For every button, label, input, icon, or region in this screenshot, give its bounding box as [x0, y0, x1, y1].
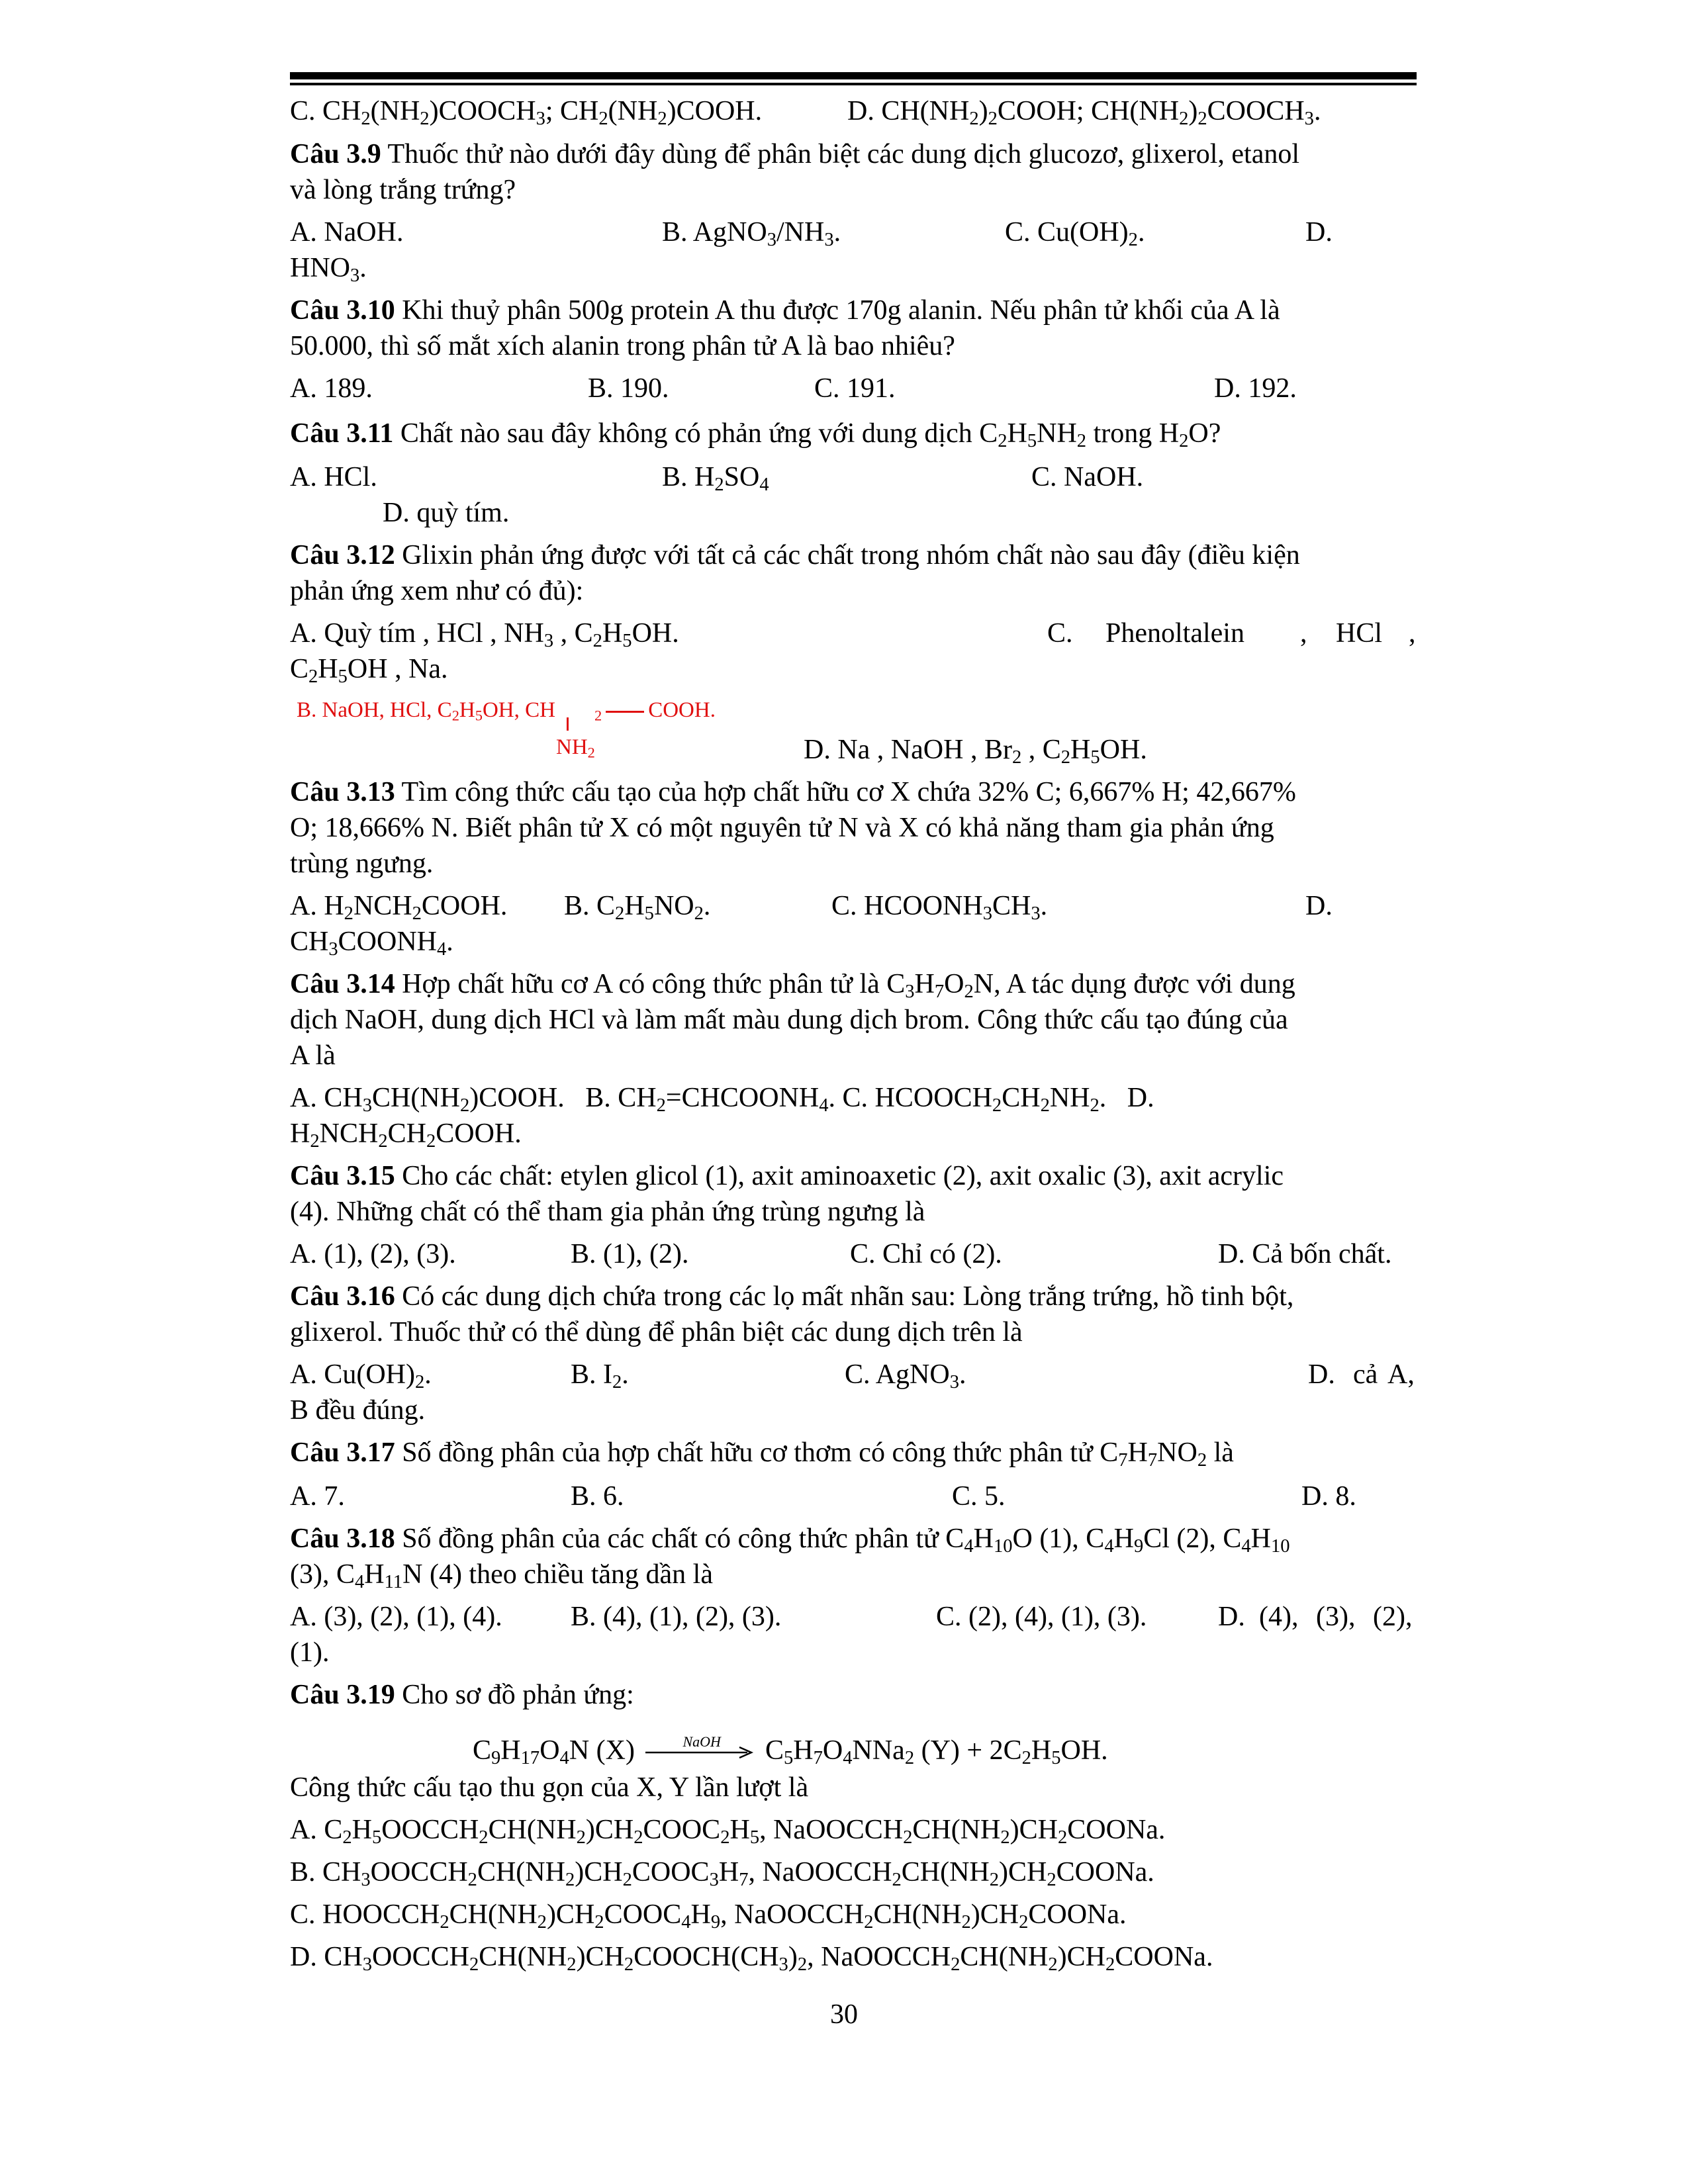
- q37-option-c: C. $CH_2(NH_2)COOCH_3$; $CH_2(NH_2)COOH$.: [290, 96, 763, 130]
- q318-option-d-w1: D.: [1218, 1602, 1245, 1632]
- q318-option-d-w3: (3),: [1316, 1602, 1356, 1632]
- q310-option-d: D. 192.: [1214, 373, 1297, 404]
- q317-option-a: A. 7.: [290, 1481, 345, 1512]
- q316-option-d-w1: D.: [1308, 1359, 1335, 1390]
- q316-option-c: C. AgNO$_3$.: [845, 1359, 966, 1393]
- q313-stem-line2: O; 18,666% N. Biết phân tử X có một nguyên tử N và X có khả năng tham gia phản ứng: [290, 813, 1274, 843]
- q312-option-d: D. Na , NaOH , $Br_2$ , $C_2H_5OH$.: [804, 735, 1147, 768]
- q312-option-b-nh2: $NH_2$: [556, 735, 595, 761]
- q39-stem-line1: Câu 3.9 Thuốc thử nào dưới đây dùng để phân biệt các dung dịch glucozơ, glixerol, etanol: [290, 139, 1300, 169]
- q314-stem-line1: Câu 3.14 Hợp chất hữu cơ A có công thức phân tử là $C_3H_7O_2N$, A tác dụng được với dung: [290, 969, 1295, 1003]
- q312-stem-line1: Câu 3.12 Glixin phản ứng được với tất cả các chất trong nhóm chất nào sau đây (điều kiện: [290, 540, 1300, 570]
- q311-option-b: B. $H_2SO_4$: [662, 462, 769, 496]
- q316-option-d-w3: A,: [1387, 1359, 1415, 1390]
- q310-option-b: B. 190.: [588, 373, 669, 404]
- q319-reaction-arrow: [645, 1733, 754, 1762]
- q37-option-d: D. $CH(NH_2)_2COOH$; $CH(NH_2)_2COOCH_3$.: [847, 96, 1321, 130]
- arrow-right-icon: [645, 1743, 754, 1762]
- q319-option-b: B. $CH_3OOCCH_2CH(NH_2)CH_2COOC_3H_7$, $NaOOCCH_2CH(NH_2)CH_2COONa$.: [290, 1857, 1154, 1891]
- q39-option-b: B. $AgNO_3/NH_3$.: [662, 217, 841, 251]
- q313-option-b: B. $C_2H_5NO_2$.: [564, 891, 711, 925]
- q312-option-b-ch2: $_2$ COOH.: [594, 698, 716, 724]
- q315-option-a: A. (1), (2), (3).: [290, 1239, 456, 1269]
- q316-stem-line1: Câu 3.16 Có các dung dịch chứa trong các lọ mất nhãn sau: Lòng trắng trứng, hồ tinh bột,: [290, 1281, 1294, 1312]
- q310-option-c: C. 191.: [814, 373, 896, 404]
- q319-stem: Câu 3.19 Cho sơ đồ phản ứng:: [290, 1680, 634, 1710]
- q318-stem-line2: (3), $C_4H_{11}N$ (4) theo chiều tăng dần là: [290, 1559, 713, 1593]
- q313-option-d-cont: $CH_3COONH_4$.: [290, 927, 453, 960]
- q316-option-d-w2: cả: [1353, 1359, 1378, 1390]
- q318-option-d-cont: (1).: [290, 1637, 330, 1668]
- q319-reaction: [473, 1734, 1108, 1767]
- q317-option-b: B. 6.: [571, 1481, 624, 1512]
- q319-products: $C_5H_7O_4NNa_2$ $(Y) + 2C_2H_5OH$.: [765, 1735, 1108, 1769]
- q311-option-c: C. NaOH.: [1031, 462, 1144, 492]
- q316-option-b: B. $I_2$.: [571, 1359, 629, 1393]
- q318-option-d-w2: (4),: [1259, 1602, 1299, 1632]
- q312-option-c-c: C.: [1047, 618, 1073, 649]
- q315-stem-line1: Câu 3.15 Cho các chất: etylen glicol (1), axit aminoaxetic (2), axit oxalic (3), axit acrylic: [290, 1161, 1284, 1191]
- q39-option-d-cont: $HNO_3$.: [290, 253, 367, 287]
- q39-option-d: D.: [1305, 217, 1333, 248]
- q39-stem-line2: và lòng trắng trứng?: [290, 175, 516, 205]
- q312-option-a: A. Quỳ tím , HCl , $NH_3$ , $C_2H_5OH$.: [290, 618, 679, 652]
- q312-vertical-bond: [567, 717, 569, 731]
- q313-stem-line1: Câu 3.13 Tìm công thức cấu tạo của hợp chất hữu cơ X chứa 32% C; 6,667% H; 42,667%: [290, 777, 1296, 807]
- q314-options: A. $CH_3CH(NH_2)COOH$. B. $CH_2=CHCOONH_4$. C. $HCOOCH_2CH_2NH_2$. D.: [290, 1083, 1154, 1116]
- q312-option-c-w2: ,: [1300, 618, 1307, 649]
- header-rule-thick: [290, 72, 1417, 79]
- q319-reagent-label: NaOH: [682, 1733, 721, 1751]
- q318-option-a: A. (3), (2), (1), (4).: [290, 1602, 502, 1632]
- q315-option-c: C. Chỉ có (2).: [850, 1239, 1002, 1269]
- q312-option-c-w3: HCl: [1336, 618, 1383, 649]
- q311-stem: Câu 3.11 Chất nào sau đây không có phản ứng với dung dịch $C_2H_5NH_2$ trong $H_2O$?: [290, 418, 1221, 452]
- q39-label: Câu 3.9: [290, 139, 381, 169]
- q316-option-d-cont: B đều đúng.: [290, 1395, 426, 1426]
- q312-option-b: B. NaOH, HCl, $C_2H_5OH$, CH: [297, 698, 555, 724]
- q313-stem-line3: trùng ngưng.: [290, 848, 434, 879]
- q316-option-a: A. $Cu(OH)_2$.: [290, 1359, 432, 1393]
- q39-option-c: C. $Cu(OH)_2$.: [1005, 217, 1145, 251]
- q312-option-c-w4: ,: [1409, 618, 1416, 649]
- q319-reactant: $C_9H_{17}O_4N$ (X): [473, 1735, 635, 1769]
- q319-option-d: D. $CH_3OOCCH_2CH(NH_2)CH_2COOCH(CH_3)_2$, $NaOOCCH_2CH(NH_2)CH_2COONa$.: [290, 1942, 1213, 1976]
- q319-option-c: C. $HOOCCH_2CH(NH_2)CH_2COOC_4H_9$, $NaOOCCH_2CH(NH_2)CH_2COONa$.: [290, 1899, 1127, 1933]
- q312-bond-line: [606, 711, 644, 713]
- q313-option-a: A. $H_2NCH_2COOH$.: [290, 891, 508, 925]
- q315-stem-line2: (4). Những chất có thể tham gia phản ứng trùng ngưng là: [290, 1197, 925, 1227]
- q318-option-b: B. (4), (1), (2), (3).: [571, 1602, 782, 1632]
- q314-option-d-cont: $H_2NCH_2CH_2COOH$.: [290, 1118, 522, 1152]
- q311-option-a: A. HCl.: [290, 462, 377, 492]
- q39-option-a: A. NaOH.: [290, 217, 404, 248]
- q319-ask: Công thức cấu tạo thu gọn của X, Y lần lượt là: [290, 1772, 809, 1803]
- q312-option-c-w1: Phenoltalein: [1105, 618, 1244, 649]
- q313-option-c: C. $HCOONH_3CH_3$.: [831, 891, 1048, 925]
- q316-stem-line2: glixerol. Thuốc thử có thể dùng để phân biệt các dung dịch trên là: [290, 1317, 1023, 1347]
- q319-option-a: A. $C_2H_5OOCCH_2CH(NH_2)CH_2COOC_2H_5$, $NaOOCCH_2CH(NH_2)CH_2COONa$.: [290, 1815, 1166, 1848]
- page-number: 30: [830, 1999, 858, 2030]
- q318-stem-line1: Câu 3.18 Số đồng phân của các chất có công thức phân tử $C_4H_{10}O$ (1), $C_4H_9Cl$ (2), $C_4H_{10}$: [290, 1524, 1290, 1557]
- q318-option-d-w4: (2),: [1373, 1602, 1413, 1632]
- q312-option-c-cont: $C_2H_5OH$ , Na.: [290, 654, 448, 688]
- q318-option-c: C. (2), (4), (1), (3).: [936, 1602, 1147, 1632]
- q310-option-a: A. 189.: [290, 373, 373, 404]
- header-rule-thin: [290, 83, 1417, 85]
- q317-option-d: D. 8.: [1301, 1481, 1356, 1512]
- q317-option-c: C. 5.: [952, 1481, 1006, 1512]
- q314-stem-line3: A là: [290, 1040, 336, 1071]
- q315-option-b: B. (1), (2).: [571, 1239, 689, 1269]
- q313-option-d: D.: [1305, 891, 1333, 921]
- q315-option-d: D. Cả bốn chất.: [1218, 1239, 1392, 1269]
- q317-stem: Câu 3.17 Số đồng phân của hợp chất hữu cơ thơm có công thức phân tử $C_7H_7NO_2$ là: [290, 1437, 1234, 1471]
- q310-stem-line1: Câu 3.10 Khi thuỷ phân 500g protein A thu được 170g alanin. Nếu phân tử khối của A là: [290, 295, 1280, 326]
- q314-stem-line2: dịch NaOH, dung dịch HCl và làm mất màu dung dịch brom. Công thức cấu tạo đúng của: [290, 1005, 1288, 1035]
- q311-option-d: D. quỳ tím.: [383, 498, 510, 528]
- q312-stem-line2: phản ứng xem như có đủ):: [290, 576, 584, 606]
- q310-stem-line2: 50.000, thì số mắt xích alanin trong phân tử A là bao nhiêu?: [290, 331, 955, 361]
